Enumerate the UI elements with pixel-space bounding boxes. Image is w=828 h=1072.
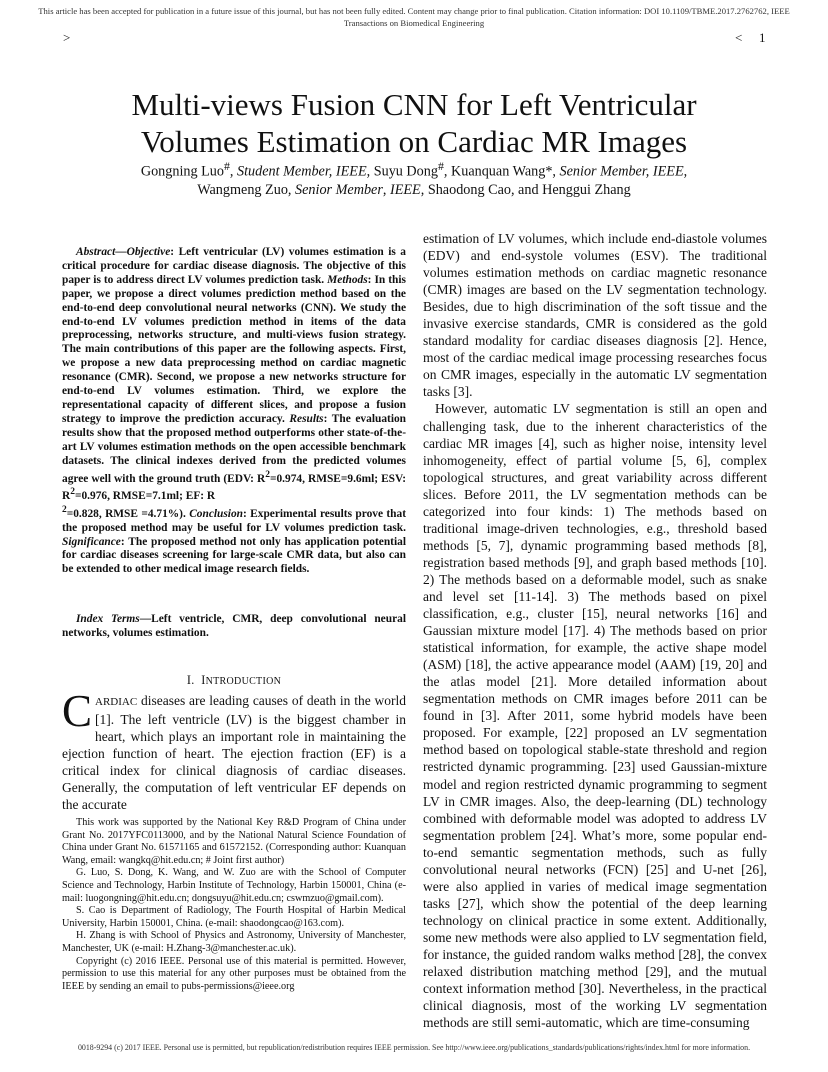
author-name: Kuanquan Wang* [450, 163, 553, 180]
author-role: IEEE [389, 181, 421, 198]
author-name: Wangmeng Zuo [197, 181, 288, 198]
footnote: G. Luo, S. Dong, K. Wang, and W. Zuo are with the School of Computer Science and Technology, Harbin Institute of Technology, Harbin 150001, China (e-mail: luogongning@hit.edu.cn; dongsuyu@hit.edu.cn; cswmzuo@gmail.com). [62, 867, 406, 904]
body-paragraph: estimation of LV volumes, which include end-diastole volumes (EDV) and end-systole volumes (ESV). The traditional volumes estimation methods on cardiac magnetic resonance (CMR) images are based on the LV segmentation technology. Besides, due to high discrimination of the soft tissue and the invasive exercise standards, CMR is considered as the gold standard modality for cardiac diseases diagnosis [2]. Hence, most of the cardiac medical image processing researches focus on CMR images, especially in the automatic LV segmentation tasks [3]. [423, 231, 767, 400]
superscript: 2 [70, 487, 75, 498]
author-list [0, 157, 828, 199]
results-text: =0.974, RMSE=9.6ml; ESV: R [62, 472, 406, 502]
author-line-2: Wangmeng Zuo, Senior Member, IEEE, Shaodong Cao, and Henggui Zhang [197, 181, 631, 198]
drop-cap: C [62, 686, 93, 736]
footnote: H. Zhang is with School of Physics and Astronomy, University of Manchester, Manchester, UK (e-mail: H.Zhang-3@manchester.ac.uk). [62, 930, 406, 954]
section-heading [62, 673, 406, 688]
significance-label: Significance [62, 535, 121, 548]
footnotes [62, 817, 406, 993]
paper-title [0, 86, 828, 160]
body-paragraph: However, automatic LV segmentation is still an open and challenging task, due to the inherent characteristics of the cardiac MR images [4], such as higher noise, intensity level inhomogeneity, effect of partial volume [5, 6], complex topological structures, and great variability across different slices. Before 2011, the LV segmentation methods can be categorized into four kinds: 1) The methods based on traditional image-driven technologies, e.g., threshold based methods [5, 7], dynamic programming based methods [8], registration based methods [9], and graph based methods [10]. 2) The methods based on a deformable model, such as snake and level set [11-14]. 3) The methods based on pixel classification, e.g., cluster [15], neural networks [16] and Gaussian mixture model [17]. 4) The methods based on prior statistical information, for example, the active shape model (ASM) [18], the active appearance model (AAM) [19, 20] and the atlas model [21]. More detailed information about segmentation methods on CMR images before 2011 can be found in [3]. After 2011, some hybrid models have been proposed. For example, [22] proposed an LV segmentation method based on topological stable-state threshold and region restricted dynamic programming. [23] used Gaussian-mixture model and region restricted dynamic programming to segment LV in CMR images. Also, the deep-learning (DL) technology combined with deformable model was adopted to address LV segmentation problem [24]. What’s more, some popular end-to-end semantic segmentation methods, such as fully convolutional neural networks (FCN) [25] and U-net [26], were also applied in varies of medical image segmentation tasks [27], which show the potential of the deep learning technology on clinical practice in some extent. Additionally, some new methods were also applied to LV segmentation field, for instance, the guided random walks method [28], the convex relaxed distribution matching method [29], and the mutual context information method [30]. Nevertheless, in the practical clinical diagnosis, most of the working LV segmentation methods are still semi-automatic, which are time-consuming [423, 401, 767, 1031]
left-marker: > [63, 30, 71, 45]
objective-text: Left ventricular (LV) volumes estimation is a critical procedure for cardiac disease diagnosis. The objective of this paper is to address direct LV volumes prediction task. [62, 246, 406, 286]
smallcaps-word: ARDIAC [95, 696, 138, 708]
section-title-rest: NTRODUCTION [205, 676, 282, 687]
author-names: Shaodong Cao, and Henggui Zhang [427, 181, 631, 198]
conclusion-text: Experimental results prove that the proposed method may be useful for LV volumes prediction task. [62, 507, 406, 534]
superscript: 2 [265, 469, 270, 480]
intro-paragraph [62, 686, 406, 813]
page-number: 1 [759, 30, 766, 45]
title-line-2: Volumes Estimation on Cardiac MR Images [140, 124, 688, 159]
index-terms-label: Index Terms [76, 613, 140, 625]
index-terms-text: Left ventricle, CMR, deep convolutional neural networks, volumes estimation. [62, 613, 406, 639]
right-marker: < [735, 30, 743, 45]
footnote: Copyright (c) 2016 IEEE. Personal use of this material is permitted. However, permission to use this material for any other purposes must be obtained from the IEEE by sending an email to pubs-permissions@ieee.org [62, 955, 406, 992]
index-terms: Index Terms—Left ventricle, CMR, deep convolutional neural networks, volumes estimation. [62, 613, 406, 639]
right-column [423, 230, 767, 1031]
significance-text: The proposed method not only has application potential for cardiac diseases screening for large-scale CMR data, but also can be extended to other medical image research fields. [62, 535, 406, 576]
objective-label: Objective [126, 246, 171, 258]
header-line-1: This article has been accepted for publication in a future issue of this journal, but has not been fully edited. Content may change prior to final publication. Citation information: DOI 10.1109/TBME.2017.2762762, IEEE [38, 6, 790, 16]
author-role: Student Member, IEEE [237, 163, 367, 180]
author-role: Senior Member, IEEE [559, 163, 684, 180]
methods-label: Methods [327, 273, 368, 286]
page-footer: 0018-9294 (c) 2017 IEEE. Personal use is permitted, but republication/redistribution requires IEEE permission. See http://www.ieee.org/publications_standards/publications/rights/index.html for more information. [77, 1043, 751, 1052]
results-text: =0.976, RMSE=7.1ml; EF: R [74, 490, 216, 502]
author-line-1: Gongning Luo#, Student Member, IEEE, Suyu Dong#, Kuanquan Wang*, Senior Member, IEEE, [140, 159, 688, 180]
conclusion-label: Conclusion [189, 507, 243, 520]
superscript: 2 [62, 504, 67, 515]
running-header [0, 6, 828, 29]
results-text: =0.828, RMSE =4.71%). [66, 507, 186, 520]
section-number: I. [186, 673, 195, 687]
author-name: Gongning Luo [140, 163, 224, 180]
results-text: The evaluation results show that the proposed method outperforms other state-of-the-art LV volumes estimation methods on the open accessible benchmark datasets. The clinical indexes derived from the predicted volumes agree well with the ground truth (EDV: R [62, 412, 407, 485]
header-line-2: Transactions on Biomedical Engineering [343, 17, 485, 28]
abstract: Abstract—Objective: Left ventricular (LV) volumes estimation is a critical procedure for cardiac disease diagnosis. The objective of this paper is to address direct LV volumes prediction task. Methods: In this paper, we propose a direct volumes prediction method based on the end-to-end deep convolutional neural networks (CNN). We study the end-to-end LV volumes prediction method in items of the data preprocessing, networks structure, and multi-views fusion strategy. The main contributions of this paper are the following aspects. First, we propose a new data preprocessing method on cardiac magnetic resonance (CMR). Second, we propose a new networks structure for end-to-end LV volumes estimation. Third, we explore the representational capacity of different slices, and propose a fusion strategy to improve the prediction accuracy. Results: The evaluation results show that the proposed method outperforms other state-of-the-art LV volumes estimation methods on the open accessible benchmark datasets. The clinical indexes derived from the predicted volumes agree well with the ground truth (EDV: $R^2=0.974$, RMSE=9.6ml; ESV: $R^2=0.976$, RMSE=7.1ml; EF: R $^2$=0.828, RMSE =4.71%). Conclusion: Experimental results prove that the proposed method may be useful for LV volumes prediction task. Significance: The proposed method not only has application potential for cardiac diseases screening for large-scale CMR data, but also can be extended to other medical image research fields. [62, 246, 407, 576]
results-label: Results [289, 412, 324, 425]
intro-text: diseases are leading causes of death in the world [1]. The left ventricle (LV) is the biggest chamber in heart, which plays an important role in maintaining the ejection function of heart. The ejection fraction (EF) is a critical index for clinical diagnosis of cardiac diseases. Generally, the computation of left ventricular EF depends on the accurate [62, 693, 406, 812]
author-mark: # [437, 159, 444, 173]
author-role: Senior Member [295, 181, 383, 198]
footnote: This work was supported by the National Key R&D Program of China under Grant No. 2017YFC0113000, and by the National Natural Science Foundation of China under Grant No. 61571165 and 61572152. (Corresponding author: Kuanquan Wang, email: wangkq@hit.edu.cn; # Joint first author) [62, 817, 406, 866]
title-line-1: Multi-views Fusion CNN for Left Ventricular [131, 87, 697, 122]
author-name: Suyu Dong [373, 163, 438, 180]
author-mark: # [223, 159, 230, 173]
footnote: S. Cao is Department of Radiology, The Fourth Hospital of Harbin Medical University, Harbin 150001, China. (e-mail: shaodongcao@163.com). [62, 905, 406, 929]
section-title-initial: I [201, 673, 206, 687]
methods-text: In this paper, we propose a direct volumes prediction method based on the end-to-end deep convolutional neural networks (CNN). We study the end-to-end LV volumes prediction method in items of the data preprocessing, networks structure, and multi-views fusion strategy. The main contributions of this paper are the following aspects. First, we propose a new data preprocessing method on cardiac magnetic resonance (CMR). Second, we propose a new networks structure for end-to-end LV volumes estimation. Third, we explore the representational capacity of different slices, and propose a fusion strategy to improve the prediction accuracy. [62, 273, 406, 425]
abstract-label: Abstract [76, 246, 116, 258]
